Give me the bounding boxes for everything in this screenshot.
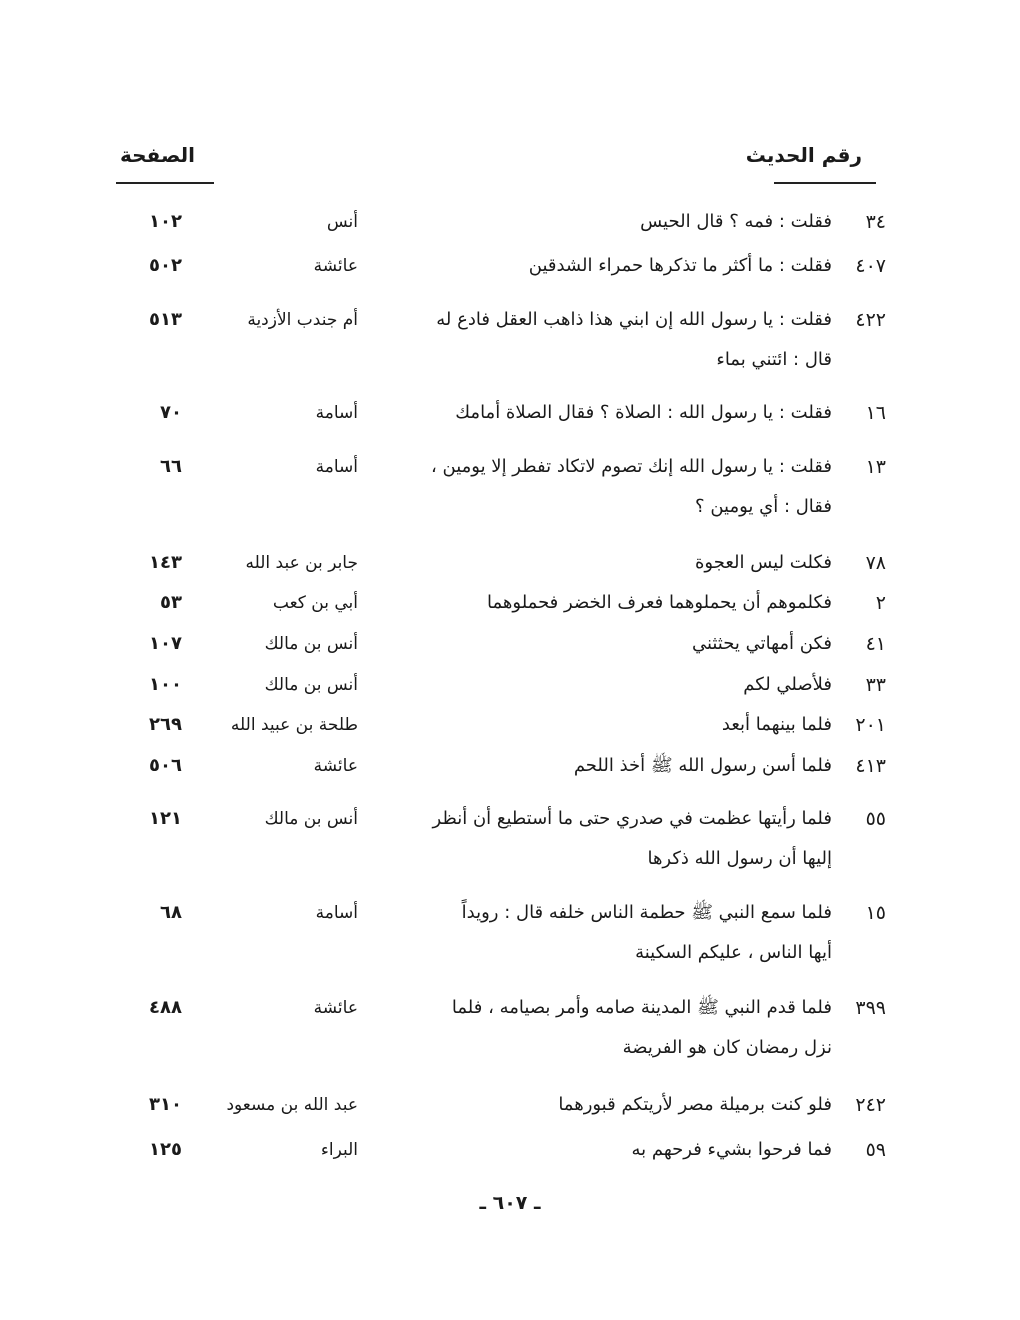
index-entry — [0, 207, 1020, 241]
index-entry — [0, 993, 1020, 1067]
page-number: ١٠٢ — [149, 211, 182, 232]
hadith-text: فكلموهم أن يحملوهما فعرف الخضر فحملوهما — [487, 592, 832, 613]
page-number: ٦٦ — [160, 456, 182, 477]
hadith-text: فلما قدم النبي ﷺ المدينة صامه وأمر بصيامه ، فلما — [451, 997, 832, 1018]
hadith-text: فكن أمهاتي يحثثني — [691, 633, 832, 654]
narrator: أم جندب الأزدية — [247, 310, 358, 330]
index-entry — [0, 670, 1020, 704]
hadith-text: فلو كنت برميلة مصر لأريتكم قبورهما — [558, 1094, 832, 1115]
hadith-number: ١٣ — [865, 456, 886, 478]
hadith-number: ٥٩ — [865, 1139, 886, 1161]
hadith-number: ٤١٣ — [855, 755, 886, 777]
page-number: ٦٨ — [160, 902, 182, 923]
page-number: ٢٦٩ — [149, 714, 182, 735]
hadith-number: ٧٨ — [865, 552, 886, 574]
header-underline-left — [116, 182, 214, 184]
hadith-text-continued: إليها أن رسول الله ذكرها — [647, 848, 832, 869]
hadith-text: فما فرحوا بشيء فرحهم به — [631, 1139, 832, 1160]
narrator: أسامة — [315, 457, 358, 477]
narrator: عبد الله بن مسعود — [226, 1095, 358, 1115]
hadith-number: ٢٠١ — [855, 714, 886, 736]
footer-page-number: ـ ٦٠٧ ـ — [479, 1192, 541, 1214]
page-column-header: الصفحة — [120, 143, 196, 167]
narrator: أنس بن مالك — [264, 675, 358, 695]
narrator: أبي بن كعب — [272, 593, 358, 613]
index-entry — [0, 1135, 1020, 1169]
index-entry — [0, 251, 1020, 285]
hadith-number: ٤١ — [865, 633, 886, 655]
hadith-number: ٣٩٩ — [855, 997, 886, 1019]
hadith-text: فكلت ليس العجوة — [694, 552, 832, 573]
narrator: عائشة — [313, 756, 358, 776]
page-number: ١٢٥ — [149, 1139, 182, 1160]
index-entry — [0, 629, 1020, 663]
index-entry — [0, 305, 1020, 379]
hadith-text-continued: نزل رمضان كان هو الفريضة — [622, 1037, 832, 1058]
hadith-text-continued: فقال : أي يومين ؟ — [695, 496, 832, 517]
narrator: أسامة — [315, 403, 358, 423]
hadith-text: فلما أسن رسول الله ﷺ أخذ اللحم — [573, 755, 832, 776]
page-number: ٥٠٢ — [149, 255, 182, 276]
hadith-text: فقلت : فمه ؟ قال الحيس — [640, 211, 832, 232]
narrator: أنس بن مالك — [264, 634, 358, 654]
narrator: عائشة — [313, 256, 358, 276]
hadith-text-continued: أيها الناس ، عليكم السكينة — [635, 942, 832, 963]
narrator: البراء — [320, 1140, 358, 1160]
page-number: ٧٠ — [160, 402, 182, 423]
index-entry — [0, 751, 1020, 785]
narrator: أسامة — [315, 903, 358, 923]
narrator: أنس — [326, 212, 358, 232]
hadith-text: فلما رأيتها عظمت في صدري حتى ما أستطيع أن أنظر — [432, 808, 832, 829]
index-entry — [0, 1090, 1020, 1124]
hadith-text: فقلت : يا رسول الله : الصلاة ؟ فقال الصلاة أمامك — [455, 402, 832, 423]
hadith-text: فقلت : ما أكثر ما تذكرها حمراء الشدقين — [528, 255, 832, 276]
index-entry — [0, 548, 1020, 582]
header-underline-right — [774, 182, 876, 184]
hadith-text: فلأصلي لكم — [743, 674, 832, 695]
narrator: أنس بن مالك — [264, 809, 358, 829]
hadith-number: ٤٠٧ — [855, 255, 886, 277]
page-number: ٤٨٨ — [149, 997, 182, 1018]
hadith-number: ٣٤ — [865, 211, 886, 233]
hadith-text: فلما سمع النبي ﷺ حطمة الناس خلفه قال : رويداً — [461, 902, 832, 923]
hadith-text: فقلت : يا رسول الله إنك تصوم لاتكاد تفطر إلا يومين ، — [430, 456, 832, 477]
hadith-number: ١٦ — [865, 402, 886, 424]
hadith-text: فقلت : يا رسول الله إن ابني هذا ذاهب العقل فادع له — [436, 309, 832, 330]
hadith-number-column-header: رقم الحديث — [745, 143, 862, 167]
page-number: ١٠٠ — [149, 674, 182, 695]
index-entry — [0, 898, 1020, 972]
hadith-number: ١٥ — [865, 902, 886, 924]
page-number: ٥٠٦ — [149, 755, 182, 776]
hadith-number: ٢٤٢ — [855, 1094, 886, 1116]
index-entry — [0, 452, 1020, 526]
page-number: ٥١٣ — [149, 309, 182, 330]
hadith-number: ٢ — [875, 592, 886, 614]
narrator: عائشة — [313, 998, 358, 1018]
page-number: ٣١٠ — [149, 1094, 182, 1115]
narrator: جابر بن عبد الله — [245, 553, 358, 573]
hadith-number: ٤٢٢ — [855, 309, 886, 331]
narrator: طلحة بن عبيد الله — [230, 715, 358, 735]
hadith-number: ٣٣ — [865, 674, 886, 696]
page-number: ٥٣ — [160, 592, 182, 613]
page-number: ١٢١ — [149, 808, 182, 829]
hadith-text-continued: قال : ائتني بماء — [716, 349, 832, 370]
page-number: ١٠٧ — [149, 633, 182, 654]
index-entry — [0, 398, 1020, 432]
index-entry — [0, 710, 1020, 744]
page-number: ١٤٣ — [149, 552, 182, 573]
hadith-number: ٥٥ — [865, 808, 886, 830]
hadith-text: فلما بينهما أبعد — [721, 714, 832, 735]
index-entry — [0, 588, 1020, 622]
index-entry — [0, 804, 1020, 878]
